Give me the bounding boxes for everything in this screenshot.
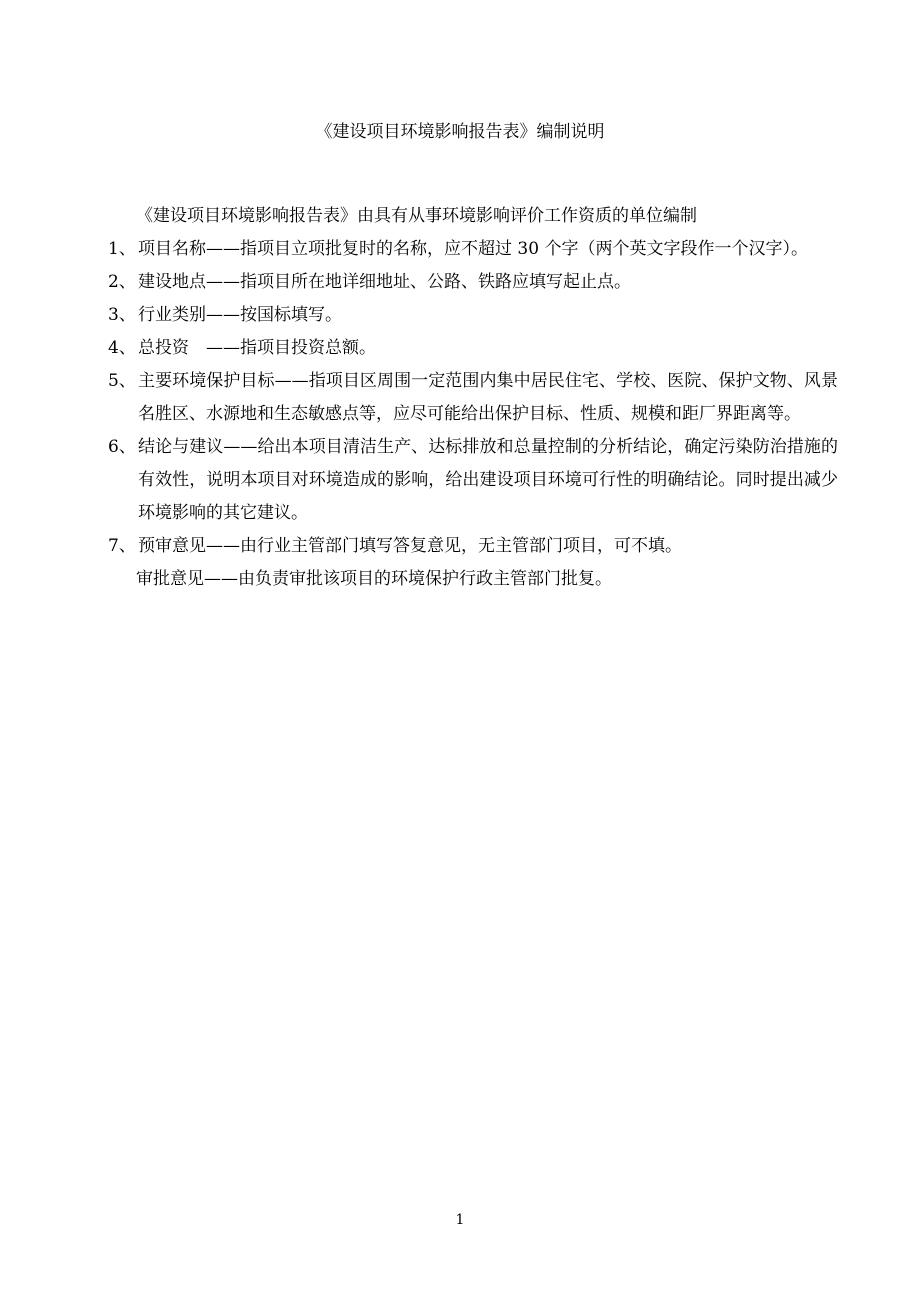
- item-text: 总投资 ——指项目投资总额。: [138, 338, 376, 358]
- item-number: 4、: [108, 338, 136, 358]
- item-number: 7、: [108, 536, 136, 556]
- item-number: 1、: [108, 239, 136, 259]
- item-number: 3、: [108, 305, 136, 325]
- list-item: [108, 431, 838, 530]
- document-body: [108, 200, 838, 596]
- list-item: [108, 233, 838, 266]
- item-text: 建设地点——指项目所在地详细地址、公路、铁路应填写起止点。: [138, 272, 631, 292]
- list-item: [108, 530, 838, 563]
- item-number: 2、: [108, 272, 136, 292]
- approval-note: 审批意见——由负责审批该项目的环境保护行政主管部门批复。: [136, 569, 612, 589]
- item-text: 主要环境保护目标——指项目区周围一定范围内集中居民住宅、学校、医院、保护文物、风景名胜区、水源地和生态敏感点等，应尽可能给出保护目标、性质、规模和距厂界距离等。: [138, 371, 838, 424]
- item-text: 行业类别——按国标填写。: [138, 305, 342, 325]
- item-number: 5、: [108, 371, 136, 391]
- intro-paragraph: 《建设项目环境影响报告表》由具有从事环境影响评价工作资质的单位编制: [136, 206, 697, 226]
- item-text: 预审意见——由行业主管部门填写答复意见，无主管部门项目，可不填。: [138, 536, 682, 556]
- item-text: 结论与建议——给出本项目清洁生产、达标排放和总量控制的分析结论，确定污染防治措施的有效性，说明本项目对环境造成的影响，给出建设项目环境可行性的明确结论。同时提出减少环境影响的其它建议。: [138, 437, 838, 523]
- list-item: [108, 332, 838, 365]
- list-item: [108, 365, 838, 431]
- page-number: 1: [455, 1212, 465, 1228]
- document-title: 《建设项目环境影响报告表》编制说明: [315, 122, 605, 142]
- item-text: 项目名称——指项目立项批复时的名称，应不超过 30 个字（两个英文字段作一个汉字）。: [138, 239, 808, 259]
- item-number: 6、: [108, 437, 136, 457]
- list-item: [108, 299, 838, 332]
- list-item: [108, 266, 838, 299]
